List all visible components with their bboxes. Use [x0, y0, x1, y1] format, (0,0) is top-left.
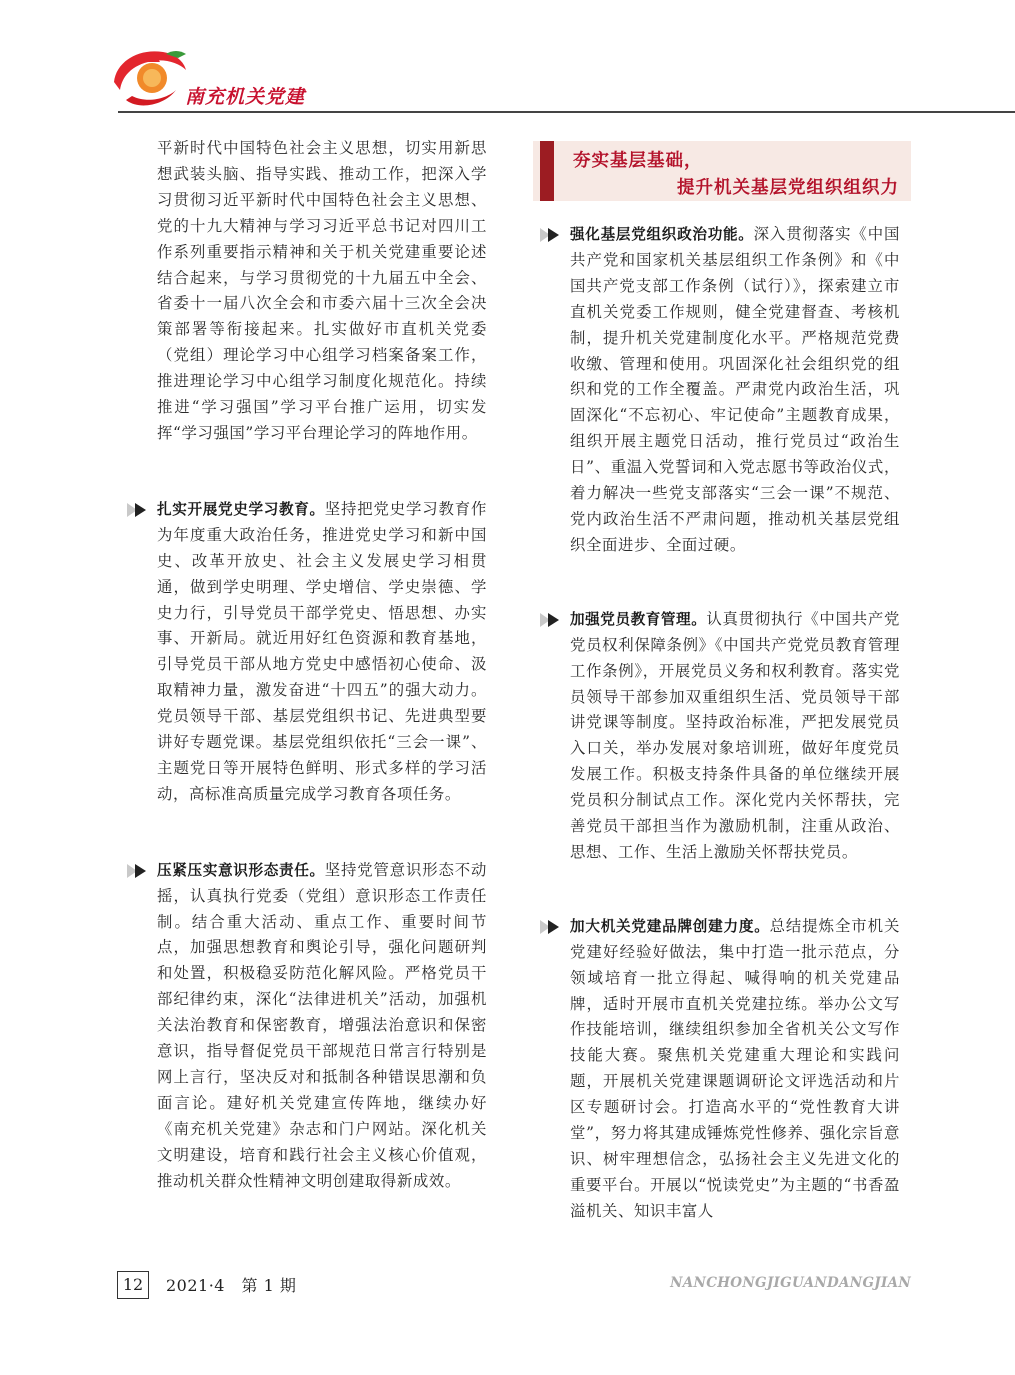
section-body: 坚持把党史学习教育作为年度重大政治任务，推进党史学习和新中国史、改革开放史、社会主义发展史学习相贯通，做到学史明理、学史增信、学史崇德、学史力行，引导党员干部学党史、悟思想、办实事、开新局。就近用好红色资源和教育基地，引导党员干部从地方党史中感悟初心使命、汲取精神力量，激发奋进“十四五”的强大动力。党员领导干部、基层党组织书记、先进典型要讲好专题党课。基层党组织依托“三会一课”、主题党日等开展特色鲜明、形式多样的学习活动，高标准高质量完成学习教育各项任务。: [157, 499, 487, 803]
section-title: 扎实开展党史学习教育。: [157, 500, 325, 518]
arrow-bullet-icon: [540, 611, 562, 629]
section-party-history-education: [157, 497, 487, 808]
banner-title-line1: 夯实基层基础，: [573, 151, 703, 171]
section-ideology-responsibility: [157, 858, 487, 1195]
magazine-name: 南充机关党建: [185, 86, 306, 108]
section-brand-building: [570, 914, 900, 1225]
left-column: [157, 136, 487, 1195]
arrow-bullet-icon: [127, 501, 149, 519]
section-title: 加强党员教育管理。: [570, 610, 707, 628]
arrow-bullet-icon: [540, 918, 562, 936]
banner-title-line2: 提升机关基层党组织组织力: [677, 178, 899, 198]
section-body: 认真贯彻执行《中国共产党党员权利保障条例》《中国共产党党员教育管理工作条例》，开展党员义务和权利教育。落实党员领导干部参加双重组织生活、党员领导干部讲党课等制度。坚持政治标准，严把发展党员入口关，举办发展对象培训班，做好年度党员发展工作。积极支持条件具备的单位继续开展党员积分制试点工作。深化党内关怀帮扶，完善党员干部担当作为激励机制，注重从政治、思想、工作、生活上激励关怀帮扶党员。: [570, 609, 900, 861]
section-member-management: [570, 607, 900, 866]
section-body: 坚持党管意识形态不动摇，认真执行党委（党组）意识形态工作责任制。结合重大活动、重点工作、重要时间节点，加强思想教育和舆论引导，强化问题研判和处置，积极稳妥防范化解风险。严格党员干部纪律约束，深化“法律进机关”活动，加强机关法治教育和保密教育，增强法治意识和保密意识，指导督促党员干部规范日常言行特别是网上言行，坚决反对和抵制各种错误思潮和负面言论。建好机关党建宣传阵地，继续办好《南充机关党建》杂志和门户网站。深化机关文明建设，培育和践行社会主义核心价值观，推动机关群众性精神文明创建取得新成效。: [157, 860, 487, 1190]
section-title: 压紧压实意识形态责任。: [157, 861, 325, 879]
banner-stripe: [540, 141, 554, 201]
right-column: [570, 222, 900, 1225]
page-header: [0, 0, 1015, 125]
issue-label: 2021·4 第 1 期: [166, 1276, 297, 1295]
party-logo-icon: [108, 40, 190, 112]
section-title: 强化基层党组织政治功能。: [570, 226, 754, 243]
section-title: 加大机关党建品牌创建力度。: [570, 917, 770, 935]
section-body: 深入贯彻落实《中国共产党和国家机关基层组织工作条例》和《中国共产党支部工作条例（试行）》，探索建立市直机关党委工作规则，健全党建督查、考核机制，提升机关党建制度化水平。严格规范党费收缴、管理和使用。巩固深化社会组织党的组织和党的工作全覆盖。严肃党内政治生活，巩固深化“不忘初心、牢记使命”主题教育成果，组织开展主题党日活动，推行党员过“政治生日”、重温入党誓词和入党志愿书等政治仪式，着力解决一些党支部落实“三会一课”不规范、党内政治生活不严肃问题，推动机关基层党组织全面进步、全面过硬。: [570, 225, 900, 554]
footer-brand: NANCHONGJIGUANDANGJIAN: [670, 1275, 911, 1291]
intro-paragraph: 平新时代中国特色社会主义思想，切实用新思想武装头脑、指导实践、推动工作，把深入学习贯彻习近平新时代中国特色社会主义思想、党的十九大精神与学习习近平总书记对四川工作系列重要指示精神和关于机关党建重要论述结合起来，与学习贯彻党的十九届五中全会、省委十一届八次全会和市委六届十三次全会决策部署等衔接起来。扎实做好市直机关党委（党组）理论学习中心组学习档案备案工作，推进理论学习中心组学习制度化规范化。持续推进“学习强国”学习平台推广运用，切实发挥“学习强国”学习平台理论学习的阵地作用。: [157, 139, 487, 442]
arrow-bullet-icon: [127, 862, 149, 880]
header-divider: [118, 111, 1015, 113]
section-banner: [533, 141, 911, 201]
section-body: 总结提炼全市机关党建好经验好做法，集中打造一批示范点，分领域培育一批立得起、喊得响的机关党建品牌，适时开展市直机关党建拉练。举办公文写作技能培训，继续组织参加全省机关公文写作技能大赛。聚焦机关党建重大理论和实践问题，开展机关党建课题调研论文评选活动和片区专题研讨会。打造高水平的“党性教育大讲堂”，努力将其建成锤炼党性修养、强化宗旨意识、树牢理想信念，弘扬社会主义先进文化的重要平台。开展以“悦读党史”为主题的“书香盈溢机关、知识丰富人: [570, 916, 900, 1220]
page-number: 12: [117, 1271, 149, 1299]
arrow-bullet-icon: [540, 226, 562, 244]
section-political-function: [570, 222, 900, 559]
